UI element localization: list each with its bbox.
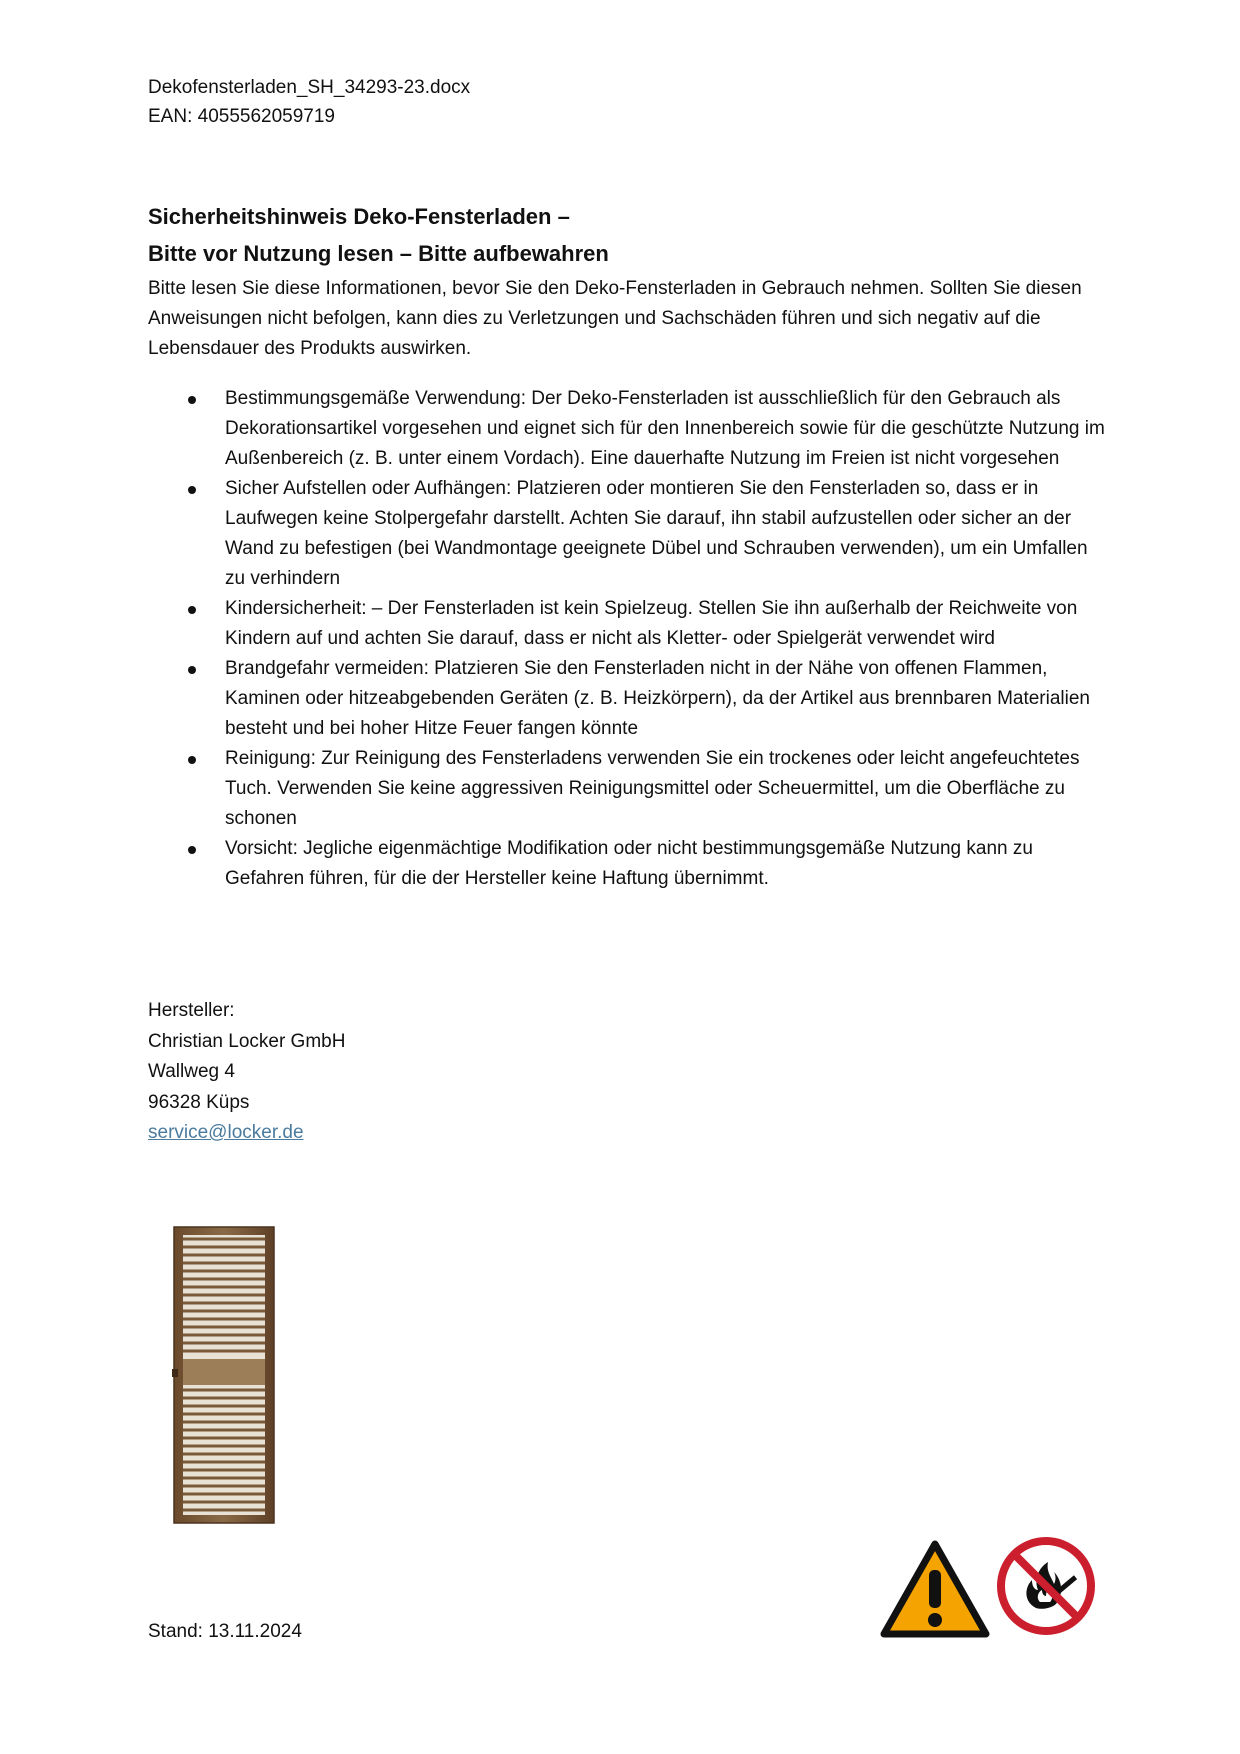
list-item-text: Sicher Aufstellen oder Aufhängen: Platzieren oder montieren Sie den Fensterladen so, dass er in Laufwegen keine Stolpergefahr darstellt. Achten Sie darauf, ihn stabil aufzustellen oder sicher an der Wand zu befestigen (bei Wandmontage geeignete Dübel und Schrauben verwenden), um ein Umfallen zu verhindern bbox=[225, 478, 1088, 589]
list-item bbox=[148, 654, 1108, 744]
wooden-shutter-image bbox=[170, 1225, 280, 1525]
title-line-1: Sicherheitshinweis Deko-Fensterladen – bbox=[148, 204, 570, 229]
bullet-icon bbox=[188, 846, 196, 854]
list-item bbox=[148, 594, 1108, 654]
safety-list bbox=[148, 384, 1108, 894]
manufacturer-email-link[interactable]: service@locker.de bbox=[148, 1122, 304, 1143]
list-item-text: Brandgefahr vermeiden: Platzieren Sie den Fensterladen nicht in der Nähe von offenen Flammen, Kaminen oder hitzeabgebenden Geräten (z. B. Heizkörpern), da der Artikel aus brennbaren Materialien besteht und bei hoher Hitze Feuer fangen könnte bbox=[225, 658, 1091, 739]
bullet-icon bbox=[188, 666, 196, 674]
page-title bbox=[148, 198, 609, 272]
no-open-flame-icon bbox=[996, 1536, 1096, 1636]
list-item bbox=[148, 834, 1108, 894]
manufacturer-label: Hersteller: bbox=[148, 1000, 235, 1021]
list-item bbox=[148, 744, 1108, 834]
manufacturer-street: Wallweg 4 bbox=[148, 1061, 235, 1082]
manufacturer-block bbox=[148, 996, 345, 1149]
bullet-icon bbox=[188, 756, 196, 764]
manufacturer-city: 96328 Küps bbox=[148, 1091, 250, 1113]
manufacturer-company: Christian Locker GmbH bbox=[148, 1030, 346, 1052]
list-item-text: Kindersicherheit: – Der Fensterladen ist kein Spielzeug. Stellen Sie ihn außerhalb der Reichweite von Kindern auf und achten Sie darauf, dass er nicht als Kletter- oder Spielgerät verwendet wird bbox=[225, 598, 1078, 649]
bullet-icon bbox=[188, 396, 196, 404]
warning-triangle-icon bbox=[880, 1540, 990, 1640]
list-item bbox=[148, 384, 1108, 474]
intro-paragraph: Bitte lesen Sie diese Informationen, bevor Sie den Deko-Fensterladen in Gebrauch nehmen. Sollten Sie diesen Anweisungen nicht befolgen, kann dies zu Verletzungen und Sachschäden führen und sich negativ auf die Lebensdauer des Produkts auswirken. bbox=[148, 278, 1082, 359]
list-item-text: Bestimmungsgemäße Verwendung: Der Deko-Fensterladen ist ausschließlich für den Gebrauch als Dekorationsartikel vorgesehen und eignet sich für den Innenbereich sowie für die geschützte Nutzung im Außenbereich (z. B. unter einem Vordach). Eine dauerhafte Nutzung im Freien ist nicht vorgesehen bbox=[225, 388, 1105, 469]
stand-date: Stand: 13.11.2024 bbox=[148, 1621, 302, 1642]
ean-code: EAN: 4055562059719 bbox=[148, 106, 335, 127]
document-header bbox=[148, 73, 470, 131]
title-line-2: Bitte vor Nutzung lesen – Bitte aufbewahren bbox=[148, 241, 609, 266]
list-item-text: Reinigung: Zur Reinigung des Fensterladens verwenden Sie ein trockenes oder leicht angefeuchtetes Tuch. Verwenden Sie keine aggressiven Reinigungsmittel oder Scheuermittel, um die Oberfläche zu schonen bbox=[225, 748, 1080, 829]
bullet-icon bbox=[188, 486, 196, 494]
bullet-icon bbox=[188, 606, 196, 614]
list-item-text: Vorsicht: Jegliche eigenmächtige Modifikation oder nicht bestimmungsgemäße Nutzung kann zu Gefahren führen, für die der Hersteller keine Haftung übernimmt. bbox=[225, 838, 1033, 889]
file-name: Dekofensterladen_SH_34293-23.docx bbox=[148, 77, 471, 98]
list-item bbox=[148, 474, 1108, 594]
